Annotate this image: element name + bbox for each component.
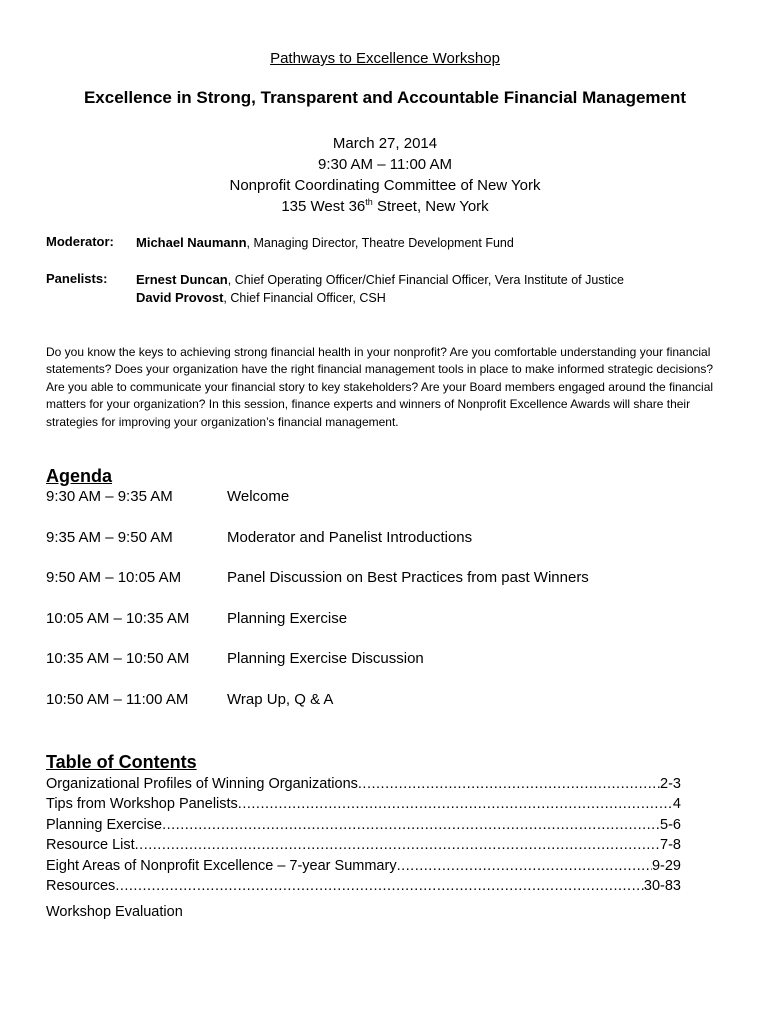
panelist-name: David Provost [136, 290, 224, 305]
toc-entry-label: Organizational Profiles of Winning Organizations [46, 776, 358, 792]
workshop-title: Pathways to Excellence Workshop [270, 50, 500, 67]
agenda-heading: Agenda [46, 466, 113, 486]
toc-leader-dots [238, 794, 673, 814]
toc-leader-dots [115, 876, 644, 896]
moderator-name: Michael Naumann [136, 235, 247, 250]
event-host: Nonprofit Coordinating Committee of New York [229, 177, 541, 194]
agenda-activity: Planning Exercise Discussion [227, 650, 424, 668]
toc-leader-dots [162, 815, 660, 835]
address-superscript: th [365, 197, 373, 207]
toc-entry-page: 7-8 [660, 837, 681, 854]
toc-entry-page: 30-83 [643, 877, 681, 894]
agenda-activity: Planning Exercise [227, 609, 348, 627]
panelist-entry [136, 289, 736, 307]
panelists-label: Panelists: [46, 271, 108, 286]
agenda-row [46, 610, 736, 651]
toc-entry-label: Resource List [46, 837, 135, 854]
address-suffix: Street, New York [372, 198, 489, 215]
toc-heading: Table of Contents [46, 752, 197, 772]
moderator-row [46, 234, 736, 252]
panelists-row [46, 271, 736, 307]
moderator-label: Moderator: [46, 234, 114, 249]
agenda-time: 9:35 AM – 9:50 AM [46, 528, 173, 546]
moderator-list [136, 234, 736, 252]
agenda-time: 9:30 AM – 9:35 AM [46, 488, 173, 505]
event-date: March 27, 2014 [332, 135, 438, 152]
event-address [0, 196, 770, 217]
moderator-entry [136, 234, 736, 252]
panelists-list [136, 271, 736, 307]
agenda-row [46, 691, 736, 732]
toc-entry-label: Tips from Workshop Panelists [46, 796, 238, 813]
event-details [0, 133, 770, 217]
agenda-row [46, 569, 736, 610]
toc-entry-label: Planning Exercise [46, 816, 163, 833]
agenda-time: 10:50 AM – 11:00 AM [46, 690, 189, 708]
agenda-time: 9:50 AM – 10:05 AM [46, 569, 182, 587]
panelist-entry [136, 271, 736, 289]
panelist-name: Ernest Duncan [136, 272, 228, 287]
agenda-activity: Welcome [227, 488, 290, 505]
panelist-title: , Chief Operating Officer/Chief Financial Officer, Vera Institute of Justice [227, 273, 625, 287]
toc-entry-page: 4 [672, 796, 681, 813]
moderator-title: , Managing Director, Theatre Development Fund [246, 236, 514, 250]
toc-entry-page: 5-6 [660, 816, 681, 833]
toc-entry-page: 2-3 [660, 776, 681, 792]
agenda-list [46, 488, 736, 732]
agenda-row [46, 529, 736, 570]
event-time: 9:30 AM – 11:00 AM [318, 156, 452, 173]
address-prefix: 135 West 36 [281, 198, 366, 215]
main-title: Excellence in Strong, Transparent and Accountable Financial Management [83, 88, 687, 107]
agenda-activity: Moderator and Panelist Introductions [227, 528, 473, 546]
toc-entry-page: 9-29 [651, 857, 681, 874]
people-section [46, 234, 736, 307]
toc-leader-dots [397, 856, 652, 876]
toc-entry [46, 815, 681, 835]
agenda-activity: Wrap Up, Q & A [227, 690, 334, 708]
agenda-time: 10:35 AM – 10:50 AM [46, 650, 190, 668]
toc-entry [46, 856, 681, 876]
toc-leader-dots [358, 774, 660, 794]
toc-entry [46, 835, 681, 855]
toc-entry [46, 774, 681, 794]
toc-entry-label: Resources [46, 877, 116, 894]
toc-leader-dots [135, 835, 660, 855]
toc-entry [46, 876, 681, 896]
agenda-activity: Panel Discussion on Best Practices from past Winners [227, 569, 589, 587]
toc-entry-label: Eight Areas of Nonprofit Excellence – 7-year Summary [46, 857, 397, 874]
agenda-time: 10:05 AM – 10:35 AM [46, 609, 190, 627]
session-description: Do you know the keys to achieving strong financial health in your nonprofit? Are you comfortable understanding your financial statements? Does your organization have the right financial management tools in place to make informed strategic decisions? Are you able to communicate your financial story to key stakeholders? Are your Board members engaged around the financial matters for your organization? In this session, finance experts and winners of Nonprofit Excellence Awards will share their strategies for improving your organization’s financial management. [46, 345, 714, 429]
toc-entry [46, 794, 681, 814]
agenda-row [46, 650, 736, 691]
workshop-evaluation: Workshop Evaluation [46, 904, 183, 920]
agenda-row [46, 488, 736, 529]
panelist-title: , Chief Financial Officer, CSH [223, 291, 386, 305]
table-of-contents [46, 774, 681, 896]
